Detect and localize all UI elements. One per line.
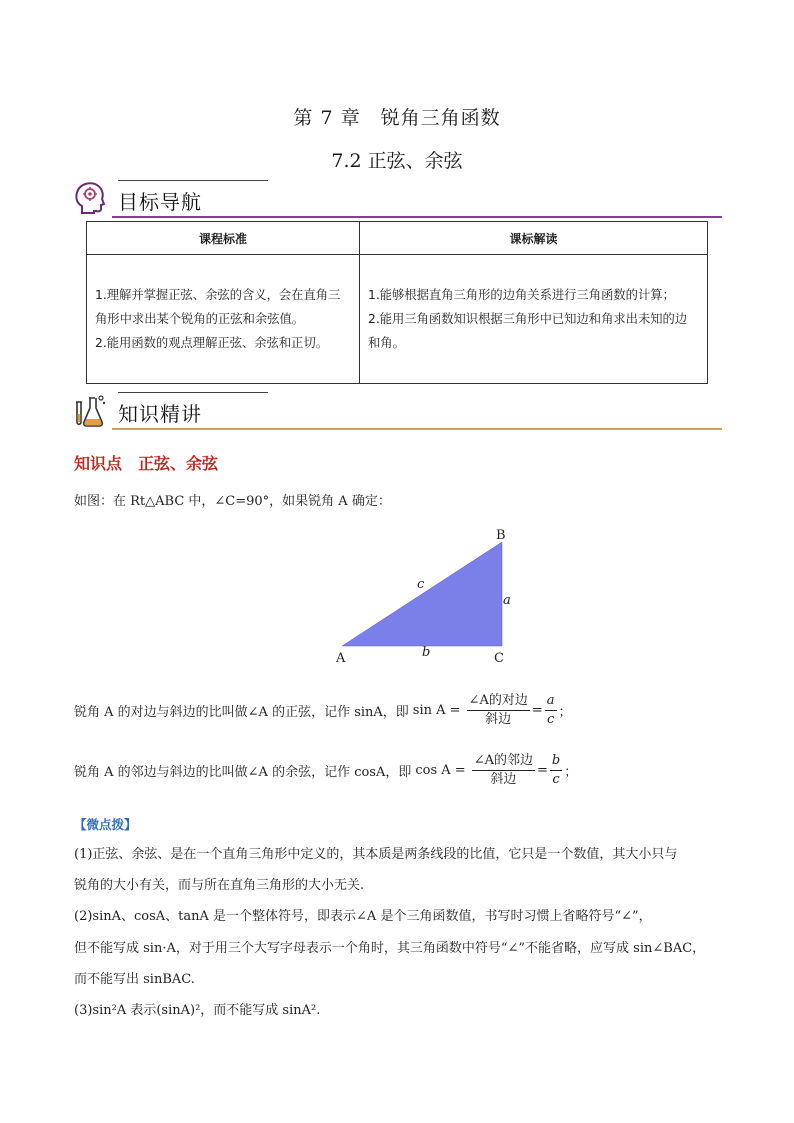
sine-ratio-denominator: c [546,712,555,727]
section-divider [112,216,722,218]
interpretation-line: 2.能用三角函数知识根据三角形中已知边和角求出未知的边和角。 [368,312,688,350]
table-header-standard: 课程标准 [87,222,360,255]
sine-definition [74,692,572,729]
side-label-b: b [422,645,431,660]
cosine-frac-numerator: ∠A的邻边 [472,752,535,771]
goals-section-header [72,180,722,220]
table-cell-interpretation [360,255,708,384]
flask-icon [72,392,108,428]
section-title: 7.2 正弦、余弦 [331,150,463,172]
cosine-fraction [472,752,535,789]
sine-end: ； [558,705,572,720]
tip-line: 但不能写成 sin·A，对于用三个大写字母表示一个角时，其三角函数中符号“∠”不能省略，应写成 sin∠BAC， [74,941,706,956]
standard-line: 1.理解并掌握正弦、余弦的含义，会在直角三角形中求出某个锐角的正弦和余弦值。 [95,288,341,326]
interpretation-line: 1.能够根据直角三角形的边角关系进行三角函数的计算； [368,288,675,302]
side-label-c: c [417,577,425,592]
table-header-interpretation: 课标解读 [360,222,708,255]
cosine-ratio-denominator: c [552,772,560,787]
tip-line: (2)sinA、cosA、tanA 是一个整体符号，即表示∠A 是个三角函数值，书写时习惯上省略符号“∠”， [74,909,652,924]
knowledge-point-title [74,451,234,474]
tip-line: 而不能写出 sinBAC. [74,972,195,987]
sine-ratio [545,692,557,729]
curriculum-table [86,221,708,384]
cosine-ratio-numerator: b [550,752,562,771]
intro-text: 如图：在 Rt△ABC 中，∠C=90°，如果锐角 A 确定： [74,494,391,509]
cosine-end: ； [564,765,578,780]
sine-ratio-numerator: a [545,692,557,711]
tip-line: (3)sin²A 表示(sinA)²，而不能写成 sinA². [74,1003,321,1018]
header-overline [118,392,268,393]
tip-line: (1)正弦、余弦、是在一个直角三角形中定义的，其本质是两条线段的比值，它只是一个数值，其大小只与 [74,847,678,862]
brain-head-icon [72,180,108,216]
sine-fraction [467,692,530,729]
vertex-label-b: B [496,528,506,543]
cosine-frac-denominator: 斜边 [490,772,517,787]
cosine-equals: = [536,763,548,778]
goals-section-label: 目标导航 [118,190,202,214]
cosine-lhs: cos A = [415,763,466,778]
header-overline [118,180,268,181]
vertex-label-c: C [494,651,504,666]
knowledge-point-name: 正弦、余弦 [138,454,219,473]
side-label-a: a [503,593,511,608]
cosine-ratio [550,752,562,789]
knowledge-point-label: 知识点 [74,454,123,473]
sine-frac-denominator: 斜边 [485,712,512,727]
knowledge-section-header [72,392,722,432]
triangle-shape [342,542,502,646]
sine-lhs: sin A = [412,703,461,718]
vertex-label-a: A [336,651,346,666]
right-triangle-figure [330,525,530,667]
standard-line: 2.能用函数的观点理解正弦、余弦和正切。 [95,336,329,350]
tips-heading: 【微点拨】 [74,817,137,832]
section-divider [112,428,722,430]
sine-equals: = [531,703,543,718]
cosine-definition [74,752,577,789]
chapter-title: 第 7 章 锐角三角函数 [293,107,501,129]
sine-def-text: 锐角 A 的对边与斜边的比叫做∠A 的正弦，记作 sinA，即 [74,705,409,720]
knowledge-section-label: 知识精讲 [118,402,202,426]
tip-line: 锐角的大小有关，而与所在直角三角形的大小无关. [74,878,365,893]
sine-frac-numerator: ∠A的对边 [467,692,530,711]
cosine-def-text: 锐角 A 的邻边与斜边的比叫做∠A 的余弦，记作 cosA，即 [74,765,412,780]
table-cell-standard [87,255,360,384]
